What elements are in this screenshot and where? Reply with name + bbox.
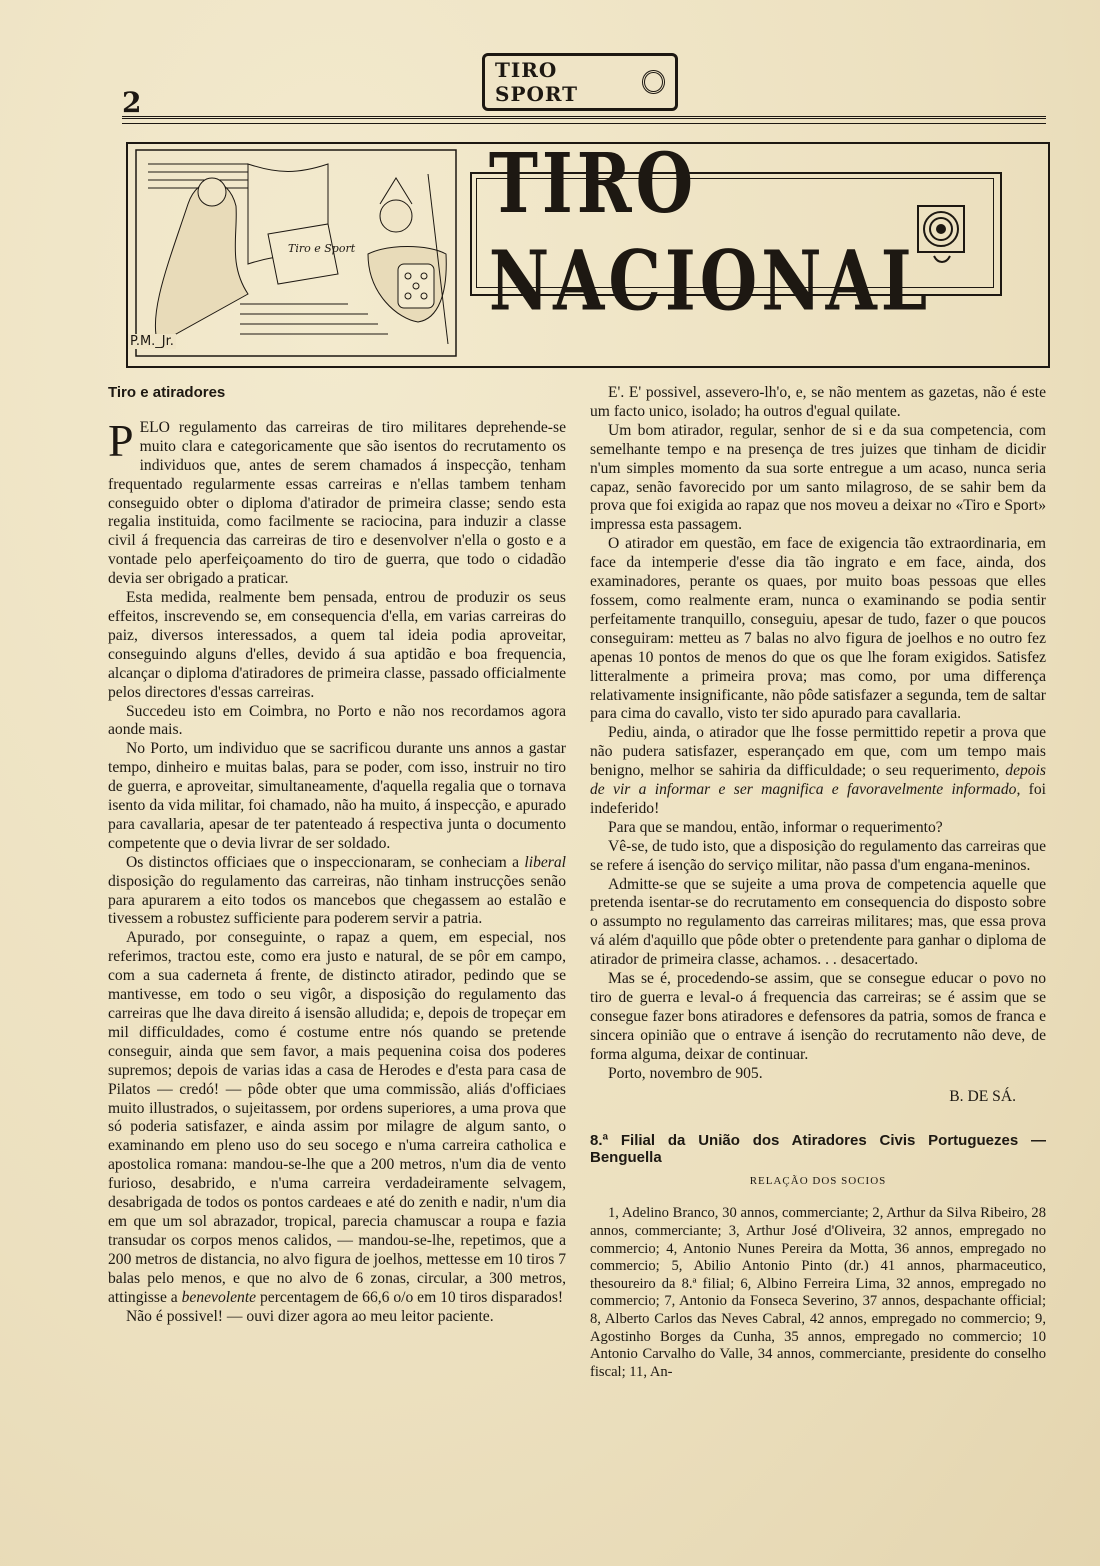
article-place-date: Porto, novembro de 905.	[608, 1064, 763, 1082]
article-paragraph: Admitte-se que se sujeite a uma prova de competencia aquelle que pretenda isentar-se do recrutamento em consequencia do disposto sobre o assumpto no regulamento das carreiras militares; mas, que essa prova vá além d'aquillo que pôde obter o pretendente para ganhar o diploma de atirador de primeira classe, achamos. . . desacertado.	[590, 875, 1046, 969]
article-paragraph: Succedeu isto em Coimbra, no Porto e não nos recordamos agora aonde mais.	[108, 702, 566, 739]
article-paragraph: Vê-se, de tudo isto, que a disposição do regulamento das carreiras que se refere á isenção do serviço militar, não passa d'um engana-meninos.	[590, 837, 1046, 874]
masthead-title: TIRO SPORT	[495, 58, 579, 106]
header-rule-thin	[122, 123, 1046, 124]
artist-signature: P.M._Jr.	[130, 334, 174, 349]
article-paragraph: O atirador em questão, em face de exigencia tão extraordinaria, em face da intemperie d'esse dia tão ingrato e em face, ainda, dos examinadores, perante os quaes, por muito boas pessoas que elles fossem, como realmente eram, nunca o examinando se podia sentir perfeitamente tranquillo, conseguiu, apesar de tudo, fazer o que poucos conseguiram: metteu as 7 balas no alvo figura de joelhos e no outro fez apenas 10 pontos de menos do que os que lhe foram exigidos. Satisfez litteralmente a primeira prova; mas como, por uma differença relativamente insignificante, não pôde satisfazer a segunda, tem de saltar para cima do cavallo, visto ter sido apurado para cavallaria.	[590, 535, 1046, 723]
article-title: Tiro e atiradores	[108, 384, 226, 401]
article-paragraph: Pediu, ainda, o atirador que lhe fosse permittido repetir a prova que não pudera satisfazer, esperançado em que, com um tempo mais benigno, melhor se sahiria da difficuldade; o seu requerimento, depois de vir a informar e ser magnifica e favoravelmente informado, foi indeferido!	[590, 724, 1046, 817]
article-paragraph: Mas se é, procedendo-se assim, que se consegue educar o povo no tiro de guerra e leval-o á frequencia das carreiras; se é assim que se consegue fazer bons atiradores e defensores da patria, somos de franca e sincera opinião que o entrave á isenção do recrutamento não deve, de forma alguma, deixar de continuar.	[590, 970, 1046, 1063]
illustration-board-text: Tiro e Sport	[288, 242, 356, 255]
article-paragraph: Para que se mandou, então, informar o requerimento?	[608, 818, 943, 836]
header-rule	[122, 116, 1046, 119]
article-paragraph: Um bom atirador, regular, senhor de si e da sua competencia, com semelhante tempo e na presença de tres juizes que tinham de dicidir n'um simples momento da sua sorte entregue a um acaso, nunca seria capaz, senão favorecido por um santo milagroso, de se sahir bem da prova que foi exigida ao rapaz que nos moveu a deixar no «Tiro e Sport» impressa esta passagem.	[590, 421, 1046, 534]
header-illustration	[128, 144, 464, 362]
masthead-logo	[482, 58, 678, 106]
article-left-column	[108, 384, 566, 1326]
article-paragraph: Os distinctos officiaes que o inspeccionaram, se conheciam a liberal disposição do regulamento das carreiras, não tinham instrucções senão para apurarem a eito todos os mancebos que chegassem ao estalão e tivessem a robustez sufficiente para poderem servir a patria.	[108, 853, 566, 928]
article-right-column	[590, 384, 1046, 1381]
members-section-title: 8.ª Filial da União dos Atiradores Civis Portuguezes — Benguella	[590, 1132, 1046, 1167]
article-paragraph: E'. E' possivel, assevero-lh'o, e, se não mentem as gazetas, não é este um facto unico, isolado; ha outros d'egual quilate.	[590, 384, 1046, 420]
article-paragraph: Esta medida, realmente bem pensada, entrou de produzir os seus effeitos, inscrevendo se, em consequencia d'ella, em varias carreiras do paiz, diversos interessados, a quem tal ideia podia aproveitar, conseguindo alguns d'elles, devido á sua aptidão e boa frequencia, alcançar o diploma d'atiradores de primeira classe, passado officialmente pelos directores d'essas carreiras.	[108, 589, 566, 701]
article-paragraph: No Porto, um individuo que se sacrificou durante uns annos a gastar tempo, dinheiro e muitas balas, para se poder, com isso, instruir no tiro de guerra, e aproveitar, simultaneamente, d'aquella regalia que o tornava isento da vida militar, foi chamado, não ha muito, á inspecção, e apurado para cavallaria, apesar de ter patenteado á respectiva junta o documento competente que o devia livrar de ser soldado.	[108, 740, 566, 852]
article-paragraph: PELO regulamento das carreiras de tiro militares deprehende-se muito clara e categoricamente que são isentos do recrutamento os individuos que, antes de serem chamados á inspecção, tenham frequentado regularmente essas carreiras e n'ellas tambem tenham conseguido obter o diploma d'atirador de primeira classe; sendo esta regalia instituida, como facilmente se raciocina, para induzir a classe civil á frequencia das carreiras de tiro e desenvolver n'ella o gosto e a vontade pelo aperfeiçoamento do tiro de guerra, que todo o cidadão devia ser obrigado a praticar.	[108, 414, 566, 588]
page-number: 2	[122, 86, 142, 119]
members-list: 1, Adelino Branco, 30 annos, commerciante; 2, Arthur da Silva Ribeiro, 28 annos, commerciante; 3, Arthur José d'Oliveira, 32 annos, empregado no commercio; 4, Antonio Nunes Pereira da Motta, 36 annos, empregado no commercio; 5, Abilio Antonio Pinto (dr.) 41 annos, pharmaceutico, thesoureiro da 8.ª filial; 6, Albino Ferreira Lima, 32 annos, empregado no commercio; 7, Antonio da Fonseca Severino, 37 annos, despachante official; 8, Alberto Carlos das Neves Cabral, 42 annos, empregado no commercio; 9, Agostinho Borges da Cunha, 35 annos, empregado no commercio; 10 Antonio Carvalho do Valle, 34 annos, commerciante, presidente do conselho fiscal; 11, An-	[590, 1205, 1046, 1380]
section-banner-title: TIRO NACIONAL	[488, 134, 932, 330]
members-subheading: RELAÇÃO DOS SOCIOS	[749, 1175, 887, 1188]
bullseye-icon	[904, 196, 974, 268]
dropcap: P	[108, 414, 134, 466]
article-author: B. DE SÁ.	[949, 1087, 1016, 1105]
target-icon	[642, 70, 665, 94]
article-paragraph: Apurado, por conseguinte, o rapaz a quem, em especial, nos referimos, tractou este, como era justo e natural, de se pôr em campo, com a sua caderneta á frente, de distincto atirador, pedindo que se mantivesse, em todo o seu vigôr, a disposição do regulamento das carreiras que lhe dava direito á isensão alludida; e, depois de tropeçar em mil difficuldades, como é costume entre nós quando se pretende conseguir, ainda que sem favor, a mais pequenina coisa dos poderes supremos; depois de varias idas a casa de Herodes e d'esta para casa de Pilatos — credó! — pôde obter que uma commissão, aliás d'officiaes muito illustrados, o sujeitassem, por ordens superiores, a uma prova que só poderia satisfazer, e ainda assim por milagre de algum santo, o examinando em pleno uso do seu socego e n'uma carreira catholica e apostolica romana: mandou-se-lhe que a 200 metros, n'um dia de vento furioso, desabrido, e n'uma carreira verdadeiramente selvagem, desabrigada de todos os pontos cardeaes e até do zenith e nadir, n'um dia em que um sol abrazador, tropical, parecia chamuscar a roupa e fazia transudar os corpos menos calidos, — mandou-se-lhe, repetimos, que a 200 metros de distancia, no alvo figura de joelhos, mettesse em 10 tiros 7 balas pelo menos, e que no alvo de 6 zonas, circular, a 300 metros, attingisse a benevolente percentagem de 66,6 o/o em 10 tiros disparados!	[108, 929, 566, 1306]
article-paragraph: Não é possivel! — ouvi dizer agora ao meu leitor paciente.	[126, 1307, 494, 1325]
